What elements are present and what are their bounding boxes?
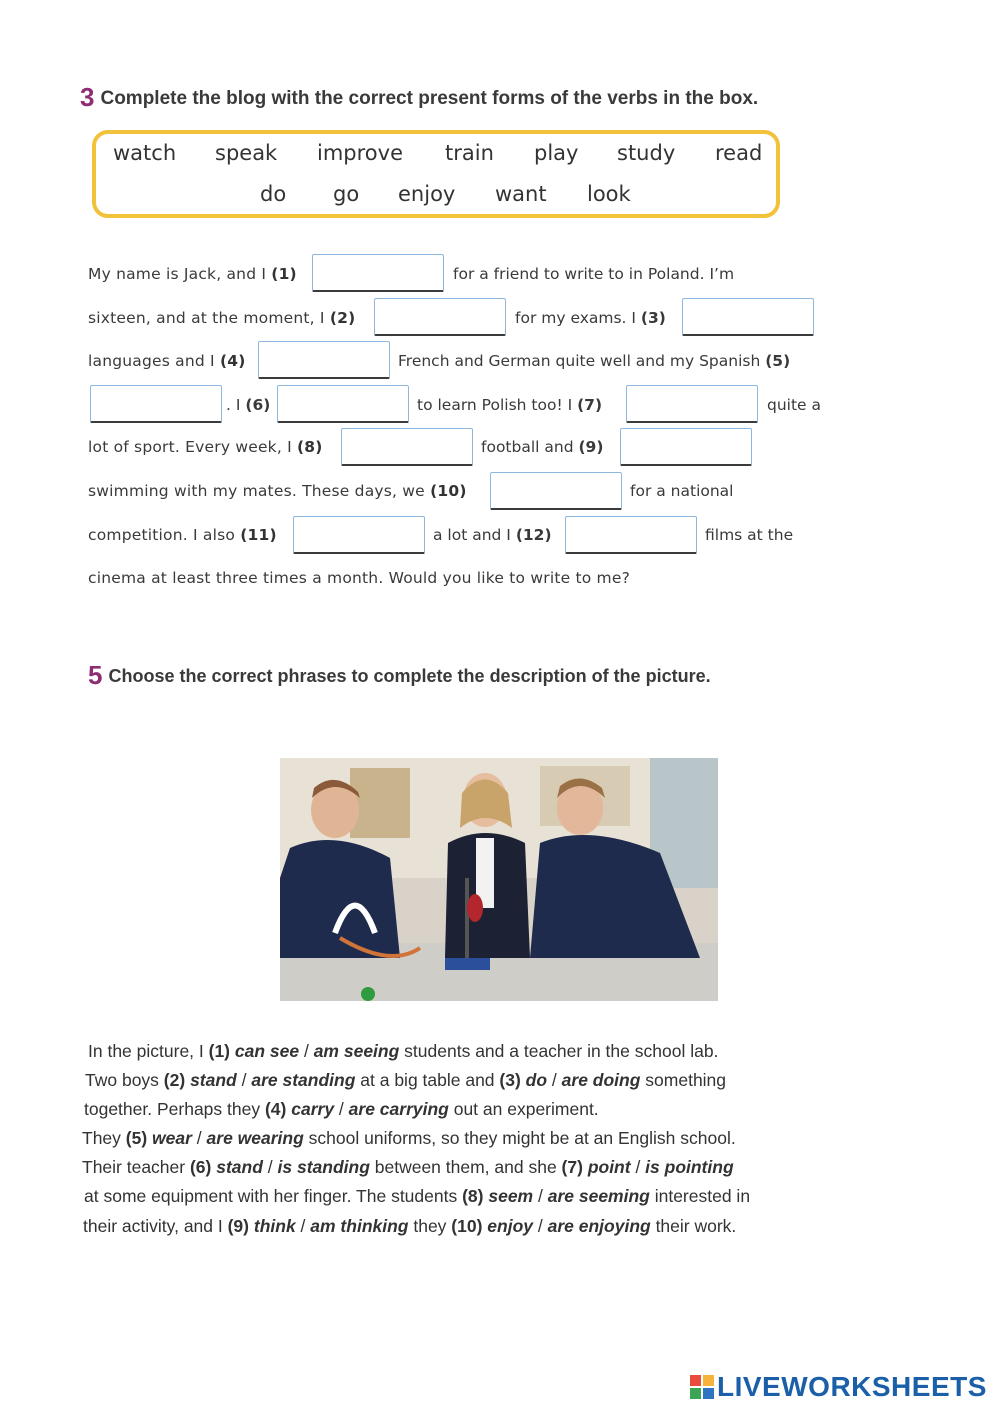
blog-line-7-tail: films at the xyxy=(705,526,794,544)
answer-input-3[interactable] xyxy=(682,298,814,336)
blog-line-2-tail: for my exams. I (3) xyxy=(515,309,666,327)
answer-input-2[interactable] xyxy=(374,298,506,336)
liveworksheets-logo[interactable] xyxy=(690,1372,987,1402)
desc-line-7: their activity, and I (9) think / am thinking they (10) enjoy / are enjoying their work. xyxy=(83,1216,737,1236)
blog-line-7: competition. I also (11) xyxy=(88,526,277,544)
option-5a[interactable]: wear xyxy=(152,1128,192,1148)
word-do: do xyxy=(260,182,287,206)
answer-input-4[interactable] xyxy=(258,341,390,379)
blog-line-8: cinema at least three times a month. Would you like to write to me? xyxy=(88,569,631,587)
desc-line-6: at some equipment with her finger. The students (8) seem / are seeming interested in xyxy=(84,1186,751,1206)
exercise-5-title: 5 Choose the correct phrases to complete the description of the picture. xyxy=(88,660,711,690)
blog-line-6-tail: for a national xyxy=(630,482,734,500)
word-train: train xyxy=(445,141,494,165)
desc-line-5: Their teacher (6) stand / is standing between them, and she (7) point / is pointing xyxy=(82,1157,734,1177)
blog-line-4-tail: quite a xyxy=(767,396,822,414)
desc-line-3: together. Perhaps they (4) carry / are carrying out an experiment. xyxy=(84,1099,599,1119)
word-read: read xyxy=(715,141,763,165)
option-7a[interactable]: point xyxy=(587,1157,631,1177)
option-1a[interactable]: can see xyxy=(234,1041,300,1061)
answer-input-12[interactable] xyxy=(565,516,697,554)
option-1b[interactable]: am seeing xyxy=(313,1041,400,1061)
option-3b[interactable]: are doing xyxy=(561,1070,641,1090)
exercise-5-number: 5 xyxy=(88,660,103,690)
word-play: play xyxy=(534,141,579,165)
option-8a[interactable]: seem xyxy=(488,1186,534,1206)
liveworksheets-logo-icon xyxy=(690,1375,714,1399)
liveworksheets-logo-text: LIVEWORKSHEETS xyxy=(717,1371,987,1402)
exercise-3-title: 3 Complete the blog with the correct present forms of the verbs in the box. xyxy=(80,82,759,112)
blog-line-5: lot of sport. Every week, I (8) xyxy=(88,438,323,456)
blog-line-1-tail: for a friend to write to in Poland. I’m xyxy=(453,265,735,283)
option-3a[interactable]: do xyxy=(525,1070,548,1090)
word-speak: speak xyxy=(215,141,278,165)
answer-input-9[interactable] xyxy=(620,428,752,466)
answer-input-1[interactable] xyxy=(312,254,444,292)
exercise-3-number: 3 xyxy=(80,82,95,112)
option-7b[interactable]: is pointing xyxy=(645,1157,734,1177)
option-4a[interactable]: carry xyxy=(291,1099,335,1119)
word-want: want xyxy=(495,182,547,206)
lab-photo-image xyxy=(280,758,718,1001)
blog-line-1: My name is Jack, and I (1) xyxy=(88,265,297,283)
option-8b[interactable]: are seeming xyxy=(547,1186,650,1206)
answer-input-10[interactable] xyxy=(490,472,622,510)
option-9b[interactable]: am thinking xyxy=(310,1216,409,1236)
option-10a[interactable]: enjoy xyxy=(487,1216,534,1236)
answer-input-11[interactable] xyxy=(293,516,425,554)
blog-line-2: sixteen, and at the moment, I (2) xyxy=(88,309,356,327)
option-5b[interactable]: are wearing xyxy=(206,1128,304,1148)
blog-line-5-tail: football and (9) xyxy=(481,438,604,456)
word-look: look xyxy=(587,182,631,206)
blog-line-7-mid: a lot and I (12) xyxy=(433,526,552,544)
blog-line-4-mid: to learn Polish too! I (7) xyxy=(417,396,603,414)
word-study: study xyxy=(617,141,676,165)
answer-input-7[interactable] xyxy=(626,385,758,423)
word-improve: improve xyxy=(317,141,403,165)
word-enjoy: enjoy xyxy=(398,182,456,206)
blog-line-6: swimming with my mates. These days, we (10) xyxy=(88,482,467,500)
option-6b[interactable]: is standing xyxy=(277,1157,370,1177)
option-10b[interactable]: are enjoying xyxy=(547,1216,651,1236)
option-9a[interactable]: think xyxy=(253,1216,296,1236)
answer-input-6[interactable] xyxy=(277,385,409,423)
desc-line-4: They (5) wear / are wearing school uniforms, so they might be at an English school. xyxy=(82,1128,736,1148)
blog-line-3-tail: French and German quite well and my Spanish (5) xyxy=(398,352,791,370)
answer-input-5[interactable] xyxy=(90,385,222,423)
option-2a[interactable]: stand xyxy=(190,1070,237,1090)
option-4b[interactable]: are carrying xyxy=(348,1099,449,1119)
word-go: go xyxy=(333,182,360,206)
answer-input-8[interactable] xyxy=(341,428,473,466)
lab-photo xyxy=(280,758,718,1001)
word-watch: watch xyxy=(113,141,177,165)
option-6a[interactable]: stand xyxy=(216,1157,263,1177)
desc-line-2: Two boys (2) stand / are standing at a big table and (3) do / are doing something xyxy=(85,1070,727,1090)
option-2b[interactable]: are standing xyxy=(251,1070,356,1090)
blog-line-4-head: . I (6) xyxy=(226,396,271,414)
desc-line-1: In the picture, I (1) can see / am seeing students and a teacher in the school lab. xyxy=(88,1041,719,1061)
blog-line-3: languages and I (4) xyxy=(88,352,246,370)
